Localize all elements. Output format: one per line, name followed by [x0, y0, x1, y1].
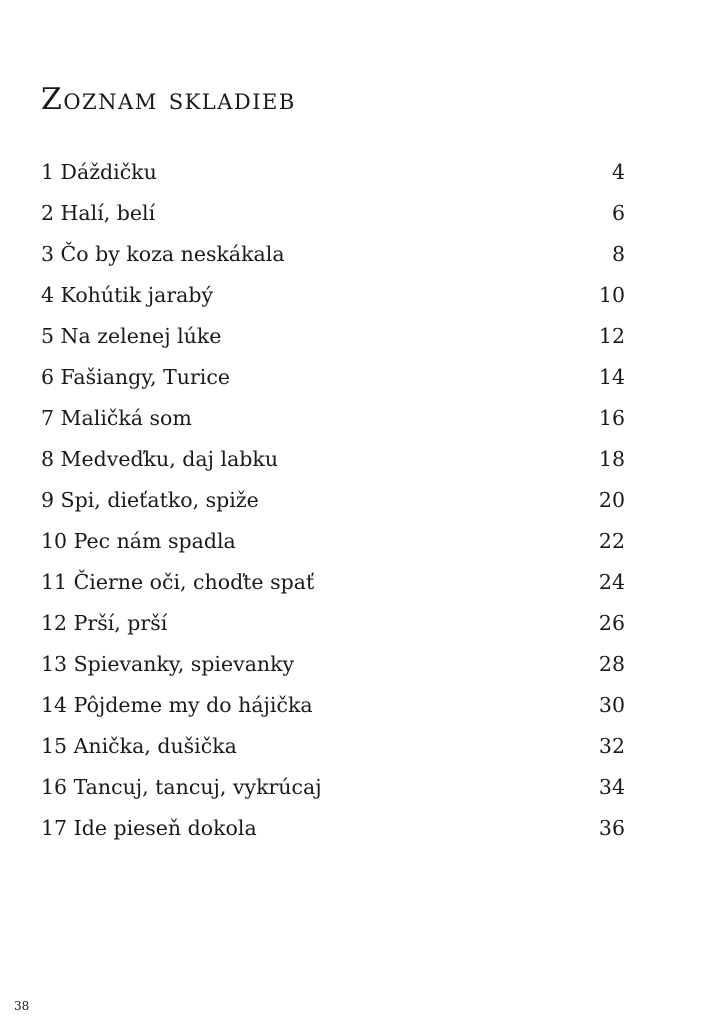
page-title: Zoznam skladieb [41, 82, 296, 117]
toc-entry [41, 521, 625, 562]
toc-entry-title: 15 Anička, dušička [41, 734, 237, 758]
toc-entry-title: 4 Kohútik jarabý [41, 283, 214, 307]
toc-entry-title: 10 Pec nám spadla [41, 529, 236, 553]
toc-entry [41, 439, 625, 480]
toc-entry [41, 685, 625, 726]
toc-entry-page: 34 [598, 775, 625, 799]
toc-entry-title: 14 Pôjdeme my do hájička [41, 693, 313, 717]
toc-entry-page: 12 [598, 324, 625, 348]
toc-entry-page: 30 [598, 693, 625, 717]
toc-entry-page: 8 [611, 242, 625, 266]
toc-entry [41, 562, 625, 603]
toc-entry [41, 808, 625, 849]
toc-entry [41, 767, 625, 808]
toc-entry-page: 24 [598, 570, 625, 594]
toc-entry-title: 1 Dáždičku [41, 160, 157, 184]
toc-entry [41, 398, 625, 439]
toc-entry [41, 152, 625, 193]
toc-entry [41, 603, 625, 644]
toc-entry-title: 17 Ide pieseň dokola [41, 816, 257, 840]
toc-entry-page: 32 [598, 734, 625, 758]
toc-entry-page: 6 [611, 201, 625, 225]
toc-entry-title: 3 Čo by koza neskákala [41, 242, 285, 266]
toc-entry [41, 480, 625, 521]
toc-entry-title: 13 Spievanky, spievanky [41, 652, 295, 676]
toc-entry [41, 644, 625, 685]
toc-entry-title: 2 Halí, belí [41, 201, 156, 225]
toc-entry-title: 7 Maličká som [41, 406, 192, 430]
toc-entry-page: 18 [598, 447, 625, 471]
toc-entry-page: 16 [598, 406, 625, 430]
toc-entry-page: 26 [598, 611, 625, 635]
toc-entry-title: 5 Na zelenej lúke [41, 324, 222, 348]
toc-entry-title: 16 Tancuj, tancuj, vykrúcaj [41, 775, 322, 799]
toc-entry [41, 316, 625, 357]
toc-entry-title: 12 Prší, prší [41, 611, 168, 635]
toc-entry [41, 193, 625, 234]
toc-entry [41, 726, 625, 767]
toc-entry-page: 10 [598, 283, 625, 307]
toc-entry-page: 20 [598, 488, 625, 512]
toc-entry-title: 9 Spi, dieťatko, spiže [41, 488, 259, 512]
page-number: 38 [14, 999, 30, 1013]
toc-entry-page: 36 [598, 816, 625, 840]
toc-entry-page: 28 [598, 652, 625, 676]
toc-entry-title: 6 Fašiangy, Turice [41, 365, 230, 389]
toc-entry-title: 11 Čierne oči, choďte spať [41, 570, 315, 594]
toc-entry-page: 14 [598, 365, 625, 389]
toc-entry [41, 357, 625, 398]
toc-entry [41, 234, 625, 275]
toc-entry-page: 4 [611, 160, 625, 184]
toc-entry [41, 275, 625, 316]
table-of-contents [41, 152, 625, 849]
toc-entry-title: 8 Medveďku, daj labku [41, 447, 279, 471]
toc-entry-page: 22 [598, 529, 625, 553]
